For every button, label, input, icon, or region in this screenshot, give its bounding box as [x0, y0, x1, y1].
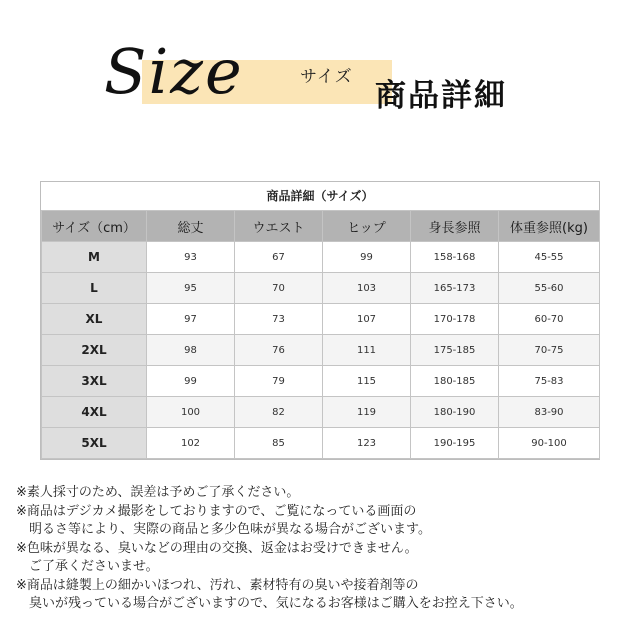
table-row	[42, 366, 600, 397]
table-row	[42, 273, 600, 304]
table-row	[42, 304, 600, 335]
note-line: ※商品はデジカメ撮影をしておりますので、ご覧になっている画面の	[16, 503, 417, 519]
size-cell: 2XL	[42, 335, 147, 366]
size-cell: M	[42, 242, 147, 273]
weight-cell: 55-60	[499, 273, 600, 304]
hip-cell: 111	[323, 335, 411, 366]
height-cell: 165-173	[411, 273, 499, 304]
height-cell: 175-185	[411, 335, 499, 366]
weight-cell: 70-75	[499, 335, 600, 366]
table-header-row	[42, 211, 600, 242]
column-header: 身長参照	[411, 211, 499, 242]
notes-section	[16, 484, 636, 614]
waist-cell: 82	[235, 397, 323, 428]
length-cell: 99	[147, 366, 235, 397]
size-cell: 4XL	[42, 397, 147, 428]
note-line: ご了承くださいませ。	[16, 559, 159, 574]
size-cell: XL	[42, 304, 147, 335]
hip-cell: 123	[323, 428, 411, 459]
weight-cell: 75-83	[499, 366, 600, 397]
length-cell: 97	[147, 304, 235, 335]
note-line: ※商品は縫製上の細かいほつれ、汚れ、素材特有の臭いや接着剤等の	[16, 577, 419, 593]
column-header: ヒップ	[323, 211, 411, 242]
note-line: ※素人採寸のため、誤差は予めご了承ください。	[16, 485, 300, 500]
waist-cell: 79	[235, 366, 323, 397]
note-line: 臭いが残っている場合がございますので、気になるお客様はご購入をお控え下さい。	[16, 596, 523, 611]
hip-cell: 107	[323, 304, 411, 335]
column-header: 総丈	[147, 211, 235, 242]
size-cell: 3XL	[42, 366, 147, 397]
table-caption: 商品詳細（サイズ）	[266, 189, 374, 203]
size-cell: 5XL	[42, 428, 147, 459]
length-cell: 98	[147, 335, 235, 366]
waist-cell: 73	[235, 304, 323, 335]
waist-cell: 85	[235, 428, 323, 459]
size-cell: L	[42, 273, 147, 304]
waist-cell: 76	[235, 335, 323, 366]
weight-cell: 90-100	[499, 428, 600, 459]
height-cell: 158-168	[411, 242, 499, 273]
hip-cell: 119	[323, 397, 411, 428]
page-title: 商品詳細	[375, 78, 507, 114]
hip-cell: 103	[323, 273, 411, 304]
length-cell: 102	[147, 428, 235, 459]
hip-cell: 115	[323, 366, 411, 397]
length-cell: 95	[147, 273, 235, 304]
size-script-word: Size	[104, 35, 244, 108]
column-header: 体重参照(kg)	[499, 211, 600, 242]
length-cell: 93	[147, 242, 235, 273]
column-header: サイズ（cm）	[42, 211, 147, 242]
note-line: 明るさ等により、実際の商品と多少色味が異なる場合がございます。	[16, 522, 431, 537]
note-line: ※色味が異なる、臭いなどの理由の交換、返金はお受けできません。	[16, 540, 418, 556]
weight-cell: 45-55	[499, 242, 600, 273]
height-cell: 190-195	[411, 428, 499, 459]
table-row	[42, 428, 600, 459]
size-kana-label: サイズ	[300, 67, 353, 87]
hip-cell: 99	[323, 242, 411, 273]
height-cell: 180-190	[411, 397, 499, 428]
length-cell: 100	[147, 397, 235, 428]
table-row	[42, 397, 600, 428]
table-row	[42, 242, 600, 273]
table-row	[42, 335, 600, 366]
height-cell: 170-178	[411, 304, 499, 335]
height-cell: 180-185	[411, 366, 499, 397]
header	[0, 0, 640, 160]
size-table-container	[40, 181, 600, 460]
waist-cell: 67	[235, 242, 323, 273]
size-table	[41, 210, 600, 459]
waist-cell: 70	[235, 273, 323, 304]
weight-cell: 83-90	[499, 397, 600, 428]
weight-cell: 60-70	[499, 304, 600, 335]
column-header: ウエスト	[235, 211, 323, 242]
